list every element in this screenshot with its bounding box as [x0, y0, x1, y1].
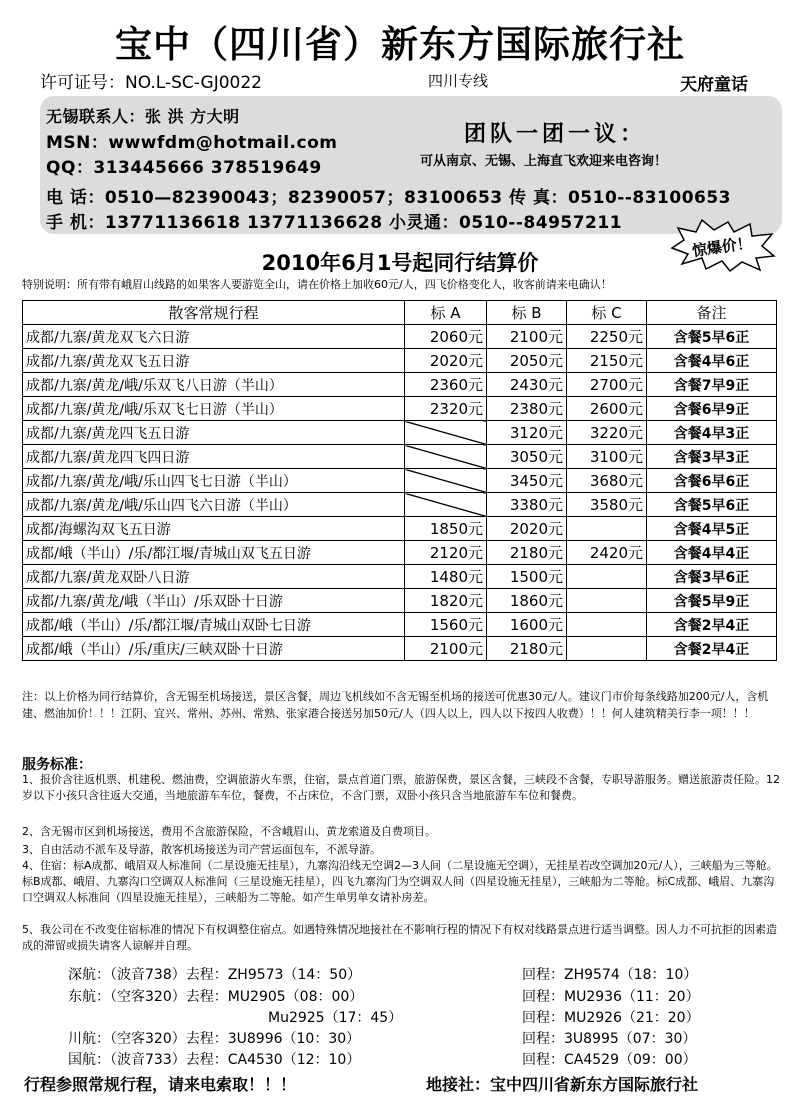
- group-subtitle: 可从南京、无锡、上海直飞欢迎来电咨询！: [420, 154, 668, 169]
- main-title: 2010年6月1号起同行结算价: [261, 251, 539, 275]
- meal-note-cell: 含餐4早3正: [647, 421, 777, 445]
- meal-note-cell: 含餐4早5正: [647, 517, 777, 541]
- table-row: [23, 493, 777, 517]
- price-a-cell: [405, 493, 487, 517]
- meal-note-cell: 含餐7早9正: [647, 373, 777, 397]
- header-route: 散客常规行程: [23, 301, 405, 325]
- service-item: 3、自由活动不派车及导游，散客机场接送为司产营运面包车，不派导游。: [22, 843, 381, 856]
- price-a-cell: 2320元: [405, 397, 487, 421]
- table-row: [23, 325, 777, 349]
- header-std-a: 标 A: [405, 301, 487, 325]
- table-row: [23, 421, 777, 445]
- price-b-cell: 2050元: [487, 349, 567, 373]
- contact-qq: QQ：313445666 378519649: [46, 158, 322, 178]
- route-cell: 成都/峨（半山）/乐/都江堰/青城山双卧七日游: [23, 613, 405, 637]
- flight-return: 回程：MU2936（11：20）: [522, 989, 700, 1005]
- services-title: 服务标准：: [22, 757, 92, 773]
- price-c-cell: 3680元: [567, 469, 647, 493]
- table-header-row: [23, 301, 777, 325]
- contact-phone: 电 话：0510—82390043；82390057；83100653 传 真：0510--83100653: [46, 188, 732, 208]
- route-cell: 成都/海螺沟双飞五日游: [23, 517, 405, 541]
- service-item: 5、我公司在不改变住宿标准的情况下有权调整住宿点。如遇特殊情况地接社在不影响行程的情况下有权对线路景点进行适当调整。因人力不可抗拒的因素造成的滞留或损失请客人谅解并自理。: [22, 923, 777, 952]
- table-row: [23, 373, 777, 397]
- price-b-cell: 2100元: [487, 325, 567, 349]
- price-c-cell: [567, 565, 647, 589]
- price-c-cell: [567, 517, 647, 541]
- flight-go: 东航：（空客320）去程：MU2905（08：00）: [68, 989, 364, 1005]
- price-b-cell: 2180元: [487, 541, 567, 565]
- table-row: [23, 517, 777, 541]
- company-title: 宝中（四川省）新东方国际旅行社: [115, 23, 685, 66]
- contact-persons: 无锡联系人：张 洪 方大明: [46, 107, 240, 126]
- price-c-cell: [567, 637, 647, 661]
- price-b-cell: 2380元: [487, 397, 567, 421]
- meal-note-cell: 含餐5早9正: [647, 589, 777, 613]
- price-b-cell: 3450元: [487, 469, 567, 493]
- service-item: 4、住宿：标A成都、峨眉双人标准间（二星设施无挂星），九寨沟沿线无空调2—3人间（二星设施无空调），无挂星若改空调加20元/人），三峡船为三等舱。标B成都、峨眉、九寨沟口空调双人标准间（三星设施无挂星），四飞九寨沟门为空调双人间（四星设施无挂星），三峡船为二等舱。标C成都、峨眉、九寨沟口空调双人标准间（四星设施无挂星），三峡船为二等舱。如产生单男单女请补房差。: [22, 859, 778, 904]
- header-note: 备注: [647, 301, 777, 325]
- group-title: 团队一团一议：: [464, 122, 647, 147]
- meal-note-cell: 含餐2早4正: [647, 637, 777, 661]
- route-cell: 成都/九寨/黄龙四飞五日游: [23, 421, 405, 445]
- price-c-cell: 2150元: [567, 349, 647, 373]
- price-c-cell: 2700元: [567, 373, 647, 397]
- price-c-cell: [567, 589, 647, 613]
- price-c-cell: 3580元: [567, 493, 647, 517]
- price-c-cell: 2420元: [567, 541, 647, 565]
- price-a-cell: [405, 445, 487, 469]
- table-row: [23, 541, 777, 565]
- price-a-cell: 2120元: [405, 541, 487, 565]
- price-a-cell: 2020元: [405, 349, 487, 373]
- route-cell: 成都/九寨/黄龙双飞五日游: [23, 349, 405, 373]
- price-a-cell: 1820元: [405, 589, 487, 613]
- meal-note-cell: 含餐3早6正: [647, 565, 777, 589]
- service-item: 2、含无锡市区到机场接送，费用不含旅游保险，不含峨眉山、黄龙索道及自费项目。: [22, 825, 436, 838]
- route-cell: 成都/九寨/黄龙/峨/乐双飞七日游（半山）: [23, 397, 405, 421]
- price-footnote: 注：以上价格为同行结算价，含无锡至机场接送，景区含餐，周边飞机线如不含无锡至机场的接送可优惠30元/人。建议门市价每条线路加200元/人，含机建、燃油加价！！！江阴、宜兴、常州、苏州、常熟、张家港合接送另加50元/人（四人以上，四人以下按四人收费）！！何人建筑精美行李一项！！！: [22, 690, 769, 720]
- header-std-c: 标 C: [567, 301, 647, 325]
- flight-return: 回程：ZH9574（18：10）: [522, 967, 698, 983]
- itinerary-request: 行程参照常规行程，请来电索取！！！: [24, 1075, 297, 1094]
- table-row: [23, 613, 777, 637]
- flight-return: 回程：3U8995（07：30）: [522, 1031, 697, 1047]
- price-c-cell: 2600元: [567, 397, 647, 421]
- special-note: 特别说明：所有带有峨眉山线路的如果客人要游览全山，请在价格上加收60元/人，四飞价格变化人，收客前请来电确认！: [22, 278, 612, 291]
- table-row: [23, 349, 777, 373]
- price-b-cell: 2430元: [487, 373, 567, 397]
- meal-note-cell: 含餐3早3正: [647, 445, 777, 469]
- price-b-cell: 3050元: [487, 445, 567, 469]
- table-row: [23, 589, 777, 613]
- table-row: [23, 445, 777, 469]
- price-a-cell: [405, 421, 487, 445]
- price-b-cell: 2020元: [487, 517, 567, 541]
- meal-note-cell: 含餐2早4正: [647, 613, 777, 637]
- meal-note-cell: 含餐5早6正: [647, 493, 777, 517]
- flight-return: 回程：MU2926（21：20）: [522, 1010, 700, 1026]
- flight-return: 回程：CA4529（09：00）: [522, 1052, 697, 1068]
- contact-mobile: 手 机：13771136618 13771136628 小灵通：0510--84957211: [46, 213, 623, 233]
- flight-go: Mu2925（17：45）: [268, 1010, 403, 1026]
- service-item: 1、报价含往返机票、机建税、燃油费，空调旅游火车票，住宿，景点首道门票，旅游保费，景区含餐，三峡段不含餐，专职导游服务。赠送旅游责任险。12岁以下小孩只含往返大交通，当地旅游车车位，餐费，不占床位，不含门票，双卧小孩只含当地旅游车车位和餐费。: [22, 773, 780, 802]
- header-std-b: 标 B: [487, 301, 567, 325]
- contact-msn: MSN：wwwfdm@hotmail.com: [46, 133, 338, 153]
- meal-note-cell: 含餐5早6正: [647, 325, 777, 349]
- brand-name: 天府童话: [680, 75, 748, 95]
- local-agency: 地接社：宝中四川省新东方国际旅行社: [426, 1075, 699, 1094]
- price-b-cell: 2180元: [487, 637, 567, 661]
- price-a-cell: 2360元: [405, 373, 487, 397]
- price-c-cell: 3100元: [567, 445, 647, 469]
- price-a-cell: [405, 469, 487, 493]
- route-cell: 成都/九寨/黄龙/峨/乐山四飞七日游（半山）: [23, 469, 405, 493]
- route-cell: 成都/峨（半山）/乐/都江堰/青城山双飞五日游: [23, 541, 405, 565]
- line-name: 四川专线: [428, 72, 489, 90]
- flight-go: 深航：（波音738）去程：ZH9573（14：50）: [68, 967, 362, 983]
- price-b-cell: 1860元: [487, 589, 567, 613]
- price-c-cell: [567, 613, 647, 637]
- price-c-cell: 3220元: [567, 421, 647, 445]
- price-a-cell: 1850元: [405, 517, 487, 541]
- price-table: [22, 300, 777, 661]
- price-c-cell: 2250元: [567, 325, 647, 349]
- route-cell: 成都/九寨/黄龙/峨/乐双飞八日游（半山）: [23, 373, 405, 397]
- route-cell: 成都/九寨/黄龙双卧八日游: [23, 565, 405, 589]
- table-row: [23, 637, 777, 661]
- price-b-cell: 1600元: [487, 613, 567, 637]
- flight-go: 国航：（波音733）去程：CA4530（12：10）: [68, 1052, 361, 1068]
- table-row: [23, 469, 777, 493]
- table-row: [23, 565, 777, 589]
- price-b-cell: 3380元: [487, 493, 567, 517]
- price-a-cell: 2060元: [405, 325, 487, 349]
- meal-note-cell: 含餐4早6正: [647, 349, 777, 373]
- route-cell: 成都/九寨/黄龙双飞六日游: [23, 325, 405, 349]
- meal-note-cell: 含餐4早4正: [647, 541, 777, 565]
- meal-note-cell: 含餐6早6正: [647, 469, 777, 493]
- price-b-cell: 1500元: [487, 565, 567, 589]
- price-a-cell: 2100元: [405, 637, 487, 661]
- route-cell: 成都/九寨/黄龙/峨（半山）/乐双卧十日游: [23, 589, 405, 613]
- flight-go: 川航：（空客320）去程：3U8996（10：30）: [68, 1031, 361, 1047]
- price-a-cell: 1560元: [405, 613, 487, 637]
- route-cell: 成都/峨（半山）/乐/重庆/三峡双卧十日游: [23, 637, 405, 661]
- price-b-cell: 3120元: [487, 421, 567, 445]
- price-a-cell: 1480元: [405, 565, 487, 589]
- meal-note-cell: 含餐6早9正: [647, 397, 777, 421]
- table-row: [23, 397, 777, 421]
- license-number: 许可证号：NO.L-SC-GJ0022: [40, 73, 262, 93]
- route-cell: 成都/九寨/黄龙四飞四日游: [23, 445, 405, 469]
- route-cell: 成都/九寨/黄龙/峨/乐山四飞六日游（半山）: [23, 493, 405, 517]
- burst-label: 惊爆价！: [690, 233, 753, 261]
